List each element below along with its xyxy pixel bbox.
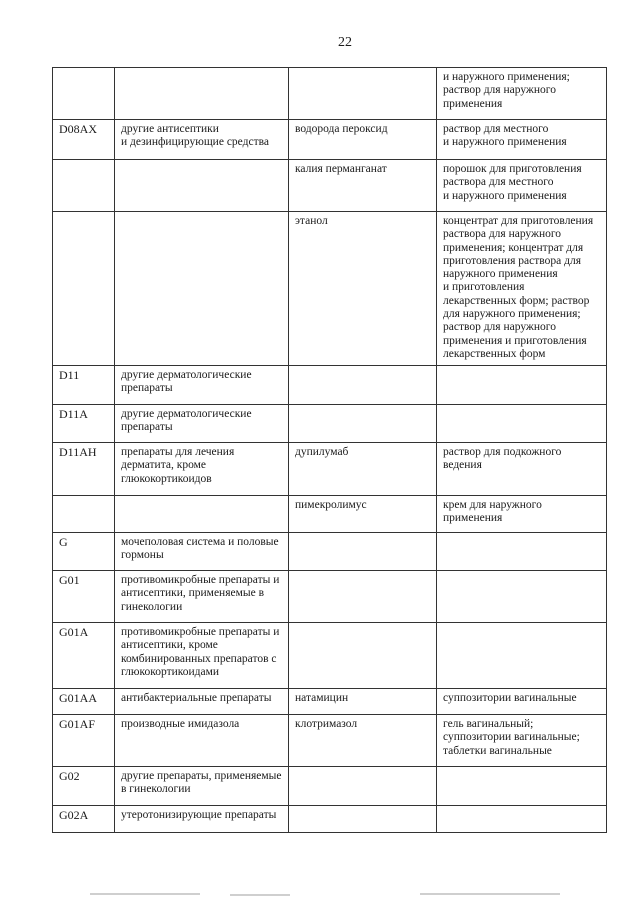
cell-inn	[289, 715, 437, 767]
form-text: раствор для местного и наружного применения	[443, 123, 567, 149]
cell-group	[115, 443, 289, 496]
cell-form	[437, 571, 607, 623]
table-row	[53, 533, 607, 571]
form-text: крем для наружного применения	[443, 499, 542, 525]
drug-classification-table	[52, 67, 607, 833]
cell-group	[115, 160, 289, 212]
form-text: гель вагинальный; суппозитории вагинальные; таблетки вагинальные	[443, 718, 580, 757]
table-row	[53, 212, 607, 366]
cell-inn	[289, 571, 437, 623]
cell-form	[437, 405, 607, 443]
cell-code	[53, 689, 115, 715]
form-text: и наружного применения; раствор для наружного применения	[443, 71, 570, 110]
cell-form	[437, 623, 607, 689]
table-row	[53, 443, 607, 496]
inn-text: натамицин	[295, 692, 349, 704]
cell-group	[115, 212, 289, 366]
cell-group	[115, 767, 289, 806]
cell-group	[115, 120, 289, 160]
cell-form	[437, 68, 607, 120]
inn-text: дупилумаб	[295, 446, 349, 458]
code-text: G01AA	[59, 691, 97, 705]
code-text: G	[59, 535, 68, 549]
cell-form	[437, 366, 607, 405]
form-text: порошок для приготовления раствора для местного и наружного применения	[443, 163, 582, 202]
cell-code	[53, 571, 115, 623]
table-row	[53, 806, 607, 833]
inn-text: пимекролимус	[295, 499, 367, 511]
cell-code	[53, 68, 115, 120]
cell-inn	[289, 405, 437, 443]
cell-group	[115, 806, 289, 833]
group-text: антибактериальные препараты	[121, 692, 272, 704]
cell-inn	[289, 443, 437, 496]
cell-code	[53, 160, 115, 212]
form-text: концентрат для приготовления раствора для наружного применения; концентрат для приготовления раствора для наружного применения и приготовления лекарственных форм; раствор для наружного применения; раствор для наружного применения и приготовления лекарственных форм	[443, 215, 594, 360]
scan-artifact	[230, 894, 290, 896]
form-text: раствор для подкожного ведения	[443, 446, 562, 472]
table-row	[53, 68, 607, 120]
group-text: другие дерматологические препараты	[121, 408, 252, 434]
cell-inn	[289, 212, 437, 366]
cell-group	[115, 533, 289, 571]
table-row	[53, 623, 607, 689]
cell-group	[115, 405, 289, 443]
cell-inn	[289, 689, 437, 715]
cell-code	[53, 120, 115, 160]
table-row	[53, 571, 607, 623]
cell-form	[437, 212, 607, 366]
code-text: G01A	[59, 625, 89, 639]
form-text: суппозитории вагинальные	[443, 692, 577, 704]
cell-form	[437, 533, 607, 571]
group-text: мочеполовая система и половые гормоны	[121, 536, 279, 562]
inn-text: этанол	[295, 215, 328, 227]
cell-code	[53, 715, 115, 767]
cell-code	[53, 533, 115, 571]
table-row	[53, 496, 607, 533]
cell-inn	[289, 496, 437, 533]
inn-text: клотримазол	[295, 718, 358, 730]
group-text: утеротонизирующие препараты	[121, 809, 277, 821]
cell-code	[53, 767, 115, 806]
group-text: противомикробные препараты и антисептики, применяемые в гинекологии	[121, 574, 280, 613]
cell-form	[437, 715, 607, 767]
table-row	[53, 689, 607, 715]
page-number: 22	[338, 35, 352, 50]
group-text: другие антисептики и дезинфицирующие средства	[121, 123, 269, 149]
scan-artifact	[420, 893, 560, 895]
code-text: D11A	[59, 407, 88, 421]
group-text: препараты для лечения дерматита, кроме глюкокортикоидов	[121, 446, 235, 485]
cell-code	[53, 806, 115, 833]
group-text: другие дерматологические препараты	[121, 369, 252, 395]
cell-code	[53, 496, 115, 533]
table-row	[53, 767, 607, 806]
cell-form	[437, 767, 607, 806]
cell-inn	[289, 366, 437, 405]
group-text: производные имидазола	[121, 718, 240, 730]
code-text: D08AX	[59, 122, 97, 136]
cell-code	[53, 623, 115, 689]
table-row	[53, 120, 607, 160]
cell-group	[115, 571, 289, 623]
group-text: противомикробные препараты и антисептики, кроме комбинированных препаратов с глюкокортикоидами	[121, 626, 280, 678]
table-row	[53, 405, 607, 443]
code-text: D11AH	[59, 445, 97, 459]
cell-inn	[289, 806, 437, 833]
code-text: D11	[59, 368, 80, 382]
inn-text: калия перманганат	[295, 163, 387, 175]
cell-form	[437, 160, 607, 212]
inn-text: водорода пероксид	[295, 123, 388, 135]
cell-form	[437, 806, 607, 833]
code-text: G01AF	[59, 717, 96, 731]
cell-code	[53, 212, 115, 366]
cell-inn	[289, 120, 437, 160]
cell-group	[115, 623, 289, 689]
cell-group	[115, 715, 289, 767]
code-text: G02	[59, 769, 80, 783]
cell-code	[53, 405, 115, 443]
cell-code	[53, 366, 115, 405]
code-text: G02A	[59, 808, 89, 822]
cell-inn	[289, 160, 437, 212]
cell-group	[115, 496, 289, 533]
cell-group	[115, 366, 289, 405]
table-row	[53, 160, 607, 212]
cell-inn	[289, 68, 437, 120]
scan-artifact	[90, 893, 200, 895]
table-body	[53, 68, 607, 833]
cell-group	[115, 689, 289, 715]
cell-inn	[289, 767, 437, 806]
cell-form	[437, 120, 607, 160]
table-row	[53, 715, 607, 767]
table-row	[53, 366, 607, 405]
cell-inn	[289, 623, 437, 689]
cell-group	[115, 68, 289, 120]
cell-inn	[289, 533, 437, 571]
cell-form	[437, 496, 607, 533]
cell-form	[437, 689, 607, 715]
cell-form	[437, 443, 607, 496]
group-text: другие препараты, применяемые в гинекологии	[121, 770, 282, 796]
code-text: G01	[59, 573, 80, 587]
cell-code	[53, 443, 115, 496]
